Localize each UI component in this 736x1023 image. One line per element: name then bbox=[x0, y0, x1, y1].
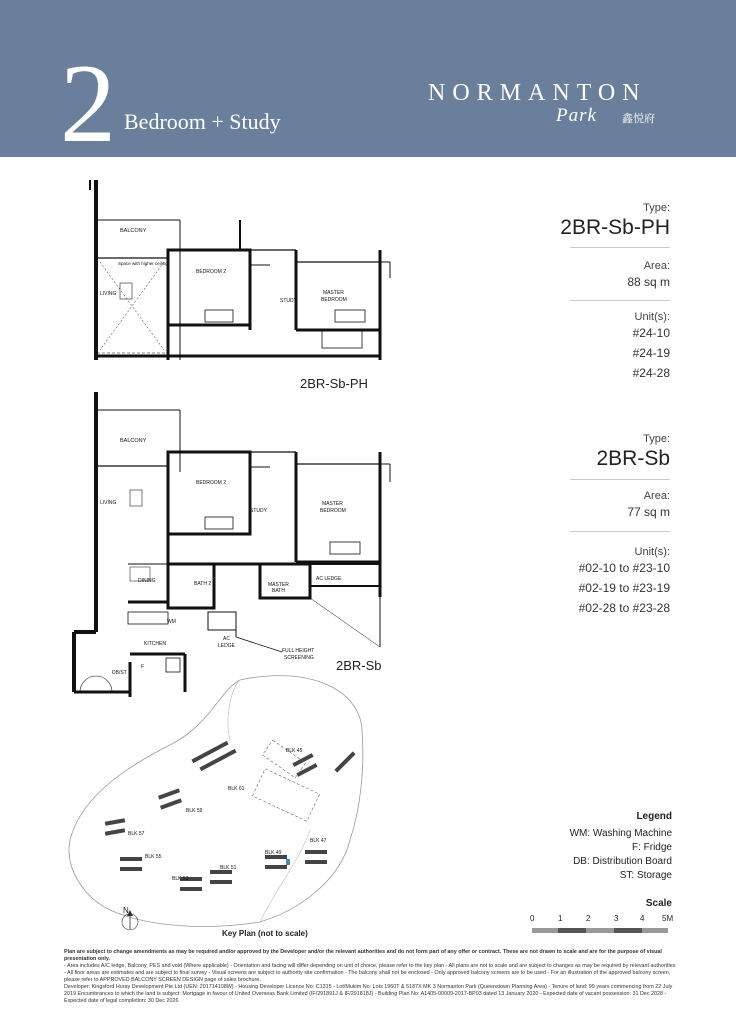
room-label: SCREENING bbox=[284, 655, 314, 661]
room-label: BALCONY bbox=[120, 228, 147, 234]
room-label: FULL HEIGHT bbox=[282, 648, 315, 654]
scale-tick: 0 bbox=[530, 914, 535, 923]
room-label: BATH bbox=[272, 588, 285, 594]
room-label: STUDY bbox=[250, 508, 267, 514]
brand-logo-name: NORMANTON bbox=[428, 80, 647, 106]
scale-tick: 5M bbox=[662, 914, 674, 923]
legend-item: WM: Washing Machine bbox=[569, 828, 672, 839]
bedroom-count: 2 bbox=[60, 42, 116, 166]
plan-b-unit: #02-28 to #23-28 bbox=[578, 601, 670, 615]
plan-b-unit: #02-19 to #23-19 bbox=[578, 581, 670, 595]
plan-a-unit: #24-19 bbox=[632, 346, 670, 360]
plan-a-unit: #24-28 bbox=[632, 366, 670, 380]
room-label: MASTER bbox=[323, 290, 344, 296]
plan-a-type-block bbox=[560, 202, 670, 240]
plan-a-area-block bbox=[627, 260, 670, 292]
disclaimer-line: Developer: Kingsford Huray Development Pte Ltd (UEN: 201714108W) - Housing Developer Licence No: C1315 - Lot/Mukim No: Lots 1960T & 5187X MK 3 Normanton Park (Queenstown Planning Area) - Tenure of land: 99 years commencing from 22 July 2019 Encumbrances to which the land is subject: Mortgage in favour of United Overseas Bank Limited (IF/291891J & IF/291818J) - Building Plan No: A1405-00009-2017-BP03 dated 13 January 2020 - Expected date of vacant possession: 31 Dec 2028 - Expected date of legal completion: 30 Dec 2026 bbox=[64, 984, 673, 1004]
room-label: BEDROOM bbox=[321, 297, 347, 303]
block-label: BLK 53 bbox=[172, 876, 189, 882]
north-label: N bbox=[123, 906, 129, 915]
scale-title: Scale bbox=[645, 898, 672, 909]
room-label: DB/ST bbox=[112, 670, 127, 676]
scale-tick: 2 bbox=[586, 914, 591, 923]
disclaimer bbox=[64, 949, 676, 1005]
room-label: AC bbox=[223, 636, 230, 642]
scale-segment bbox=[586, 928, 614, 933]
block-label: BLK 49 bbox=[265, 850, 282, 856]
plan-a-area: 88 sq m bbox=[627, 275, 670, 289]
disclaimer-line: Plan are subject to change amendments as may be required and/or approved by the Developer and/or the relevant authorities and do not form part of any offer or contract. These are not drawn to scale and are for the purpose of visual presentation only. bbox=[64, 949, 662, 962]
block-label: BLK 57 bbox=[128, 831, 145, 837]
key-plan-site-map bbox=[60, 660, 370, 930]
scale-tick: 4 bbox=[640, 914, 645, 923]
room-label: BEDROOM bbox=[320, 508, 346, 514]
plan-b-type-label: Type: bbox=[643, 433, 670, 445]
scale-segment bbox=[532, 928, 558, 933]
room-label: MASTER bbox=[322, 501, 343, 507]
room-label: Space with higher ceiling bbox=[118, 261, 168, 266]
room-label: STUDY bbox=[280, 298, 297, 304]
scale-segment bbox=[558, 928, 586, 933]
plan-b-units-label: Unit(s): bbox=[634, 546, 670, 558]
scale-tick: 3 bbox=[614, 914, 619, 923]
plan-a-units-block bbox=[633, 311, 670, 383]
divider bbox=[570, 531, 670, 532]
plan-b-type: 2BR-Sb bbox=[596, 447, 670, 470]
plan-b-area-block bbox=[627, 490, 670, 522]
plan-a-caption: 2BR-Sb-PH bbox=[300, 376, 368, 391]
plan-b-units-block bbox=[579, 546, 670, 618]
disclaimer-line: - Area includes A/C ledge, Balcony, PES and void (Where applicable) - Orientation and facing will differ depending on unit of choice, please refer to the key plan - All plans are not to scale and are subject to changes as may be required by relevant authorities - All floor areas are estimates and are subject to final survey - Visual screens are subject to authority site confirmation - The balcony shall not be enclosed - Only approved balcony screens are to be used - For an illustration of the approved balcony screen, please refer to APPROVED BALCONY SCREEN DESIGN page of sales brochure. bbox=[64, 963, 676, 983]
plan-a-type-label: Type: bbox=[643, 202, 670, 214]
key-plan-label: Key Plan (not to scale) bbox=[222, 929, 308, 938]
room-label: BALCONY bbox=[120, 438, 147, 444]
room-label: WM bbox=[167, 619, 176, 625]
room-label: KITCHEN bbox=[144, 641, 166, 647]
plan-b-area-label: Area: bbox=[643, 490, 670, 502]
plan-a-units-label: Unit(s): bbox=[634, 311, 670, 323]
room-label: F bbox=[141, 664, 145, 670]
plan-a-type: 2BR-Sb-PH bbox=[560, 216, 670, 239]
divider bbox=[570, 247, 670, 248]
scale-segment bbox=[642, 928, 668, 933]
plan-b-area: 77 sq m bbox=[627, 505, 670, 519]
room-label: DINING bbox=[138, 578, 156, 584]
block-label: BLK 61 bbox=[228, 786, 245, 792]
plan-a-unit: #24-10 bbox=[632, 326, 670, 340]
block-label: BLK 55 bbox=[145, 854, 162, 860]
plan-b-unit: #02-10 to #23-10 bbox=[578, 561, 670, 575]
brand-logo-chinese: 鑫悦府 bbox=[622, 113, 655, 125]
legend-title: Legend bbox=[636, 811, 672, 822]
room-label: LEDGE bbox=[218, 643, 235, 649]
floor-plan-2br-sb bbox=[60, 392, 400, 702]
room-label: LIVING bbox=[100, 500, 117, 506]
room-label: LIVING bbox=[100, 291, 117, 297]
block-label: BLK 47 bbox=[310, 838, 327, 844]
divider bbox=[570, 479, 670, 480]
block-label: BLK 51 bbox=[220, 865, 237, 871]
block-label: BLK 59 bbox=[186, 808, 203, 814]
scale-tick: 1 bbox=[558, 914, 563, 923]
legend-item: DB: Distribution Board bbox=[573, 856, 672, 867]
scale-segment bbox=[614, 928, 642, 933]
room-label: BEDROOM 2 bbox=[196, 480, 227, 486]
divider bbox=[570, 300, 670, 301]
legend-item: ST: Storage bbox=[619, 870, 672, 881]
room-label: AC LEDGE bbox=[316, 576, 342, 582]
unit-type-title: Bedroom + Study bbox=[124, 109, 281, 134]
plan-b-caption: 2BR-Sb bbox=[336, 658, 382, 673]
legend bbox=[570, 810, 672, 883]
brand-logo-sub: Park bbox=[556, 105, 597, 126]
room-label: MASTER bbox=[268, 582, 289, 588]
floor-plan-2br-sb-ph bbox=[60, 170, 400, 370]
room-label: BATH 2 bbox=[194, 581, 212, 587]
block-label: BLK 45 bbox=[286, 748, 303, 754]
plan-a-area-label: Area: bbox=[643, 260, 670, 272]
header-banner bbox=[0, 0, 736, 166]
plan-b-type-block bbox=[596, 433, 670, 471]
room-label: BEDROOM 2 bbox=[196, 269, 227, 275]
legend-item: F: Fridge bbox=[631, 842, 672, 853]
